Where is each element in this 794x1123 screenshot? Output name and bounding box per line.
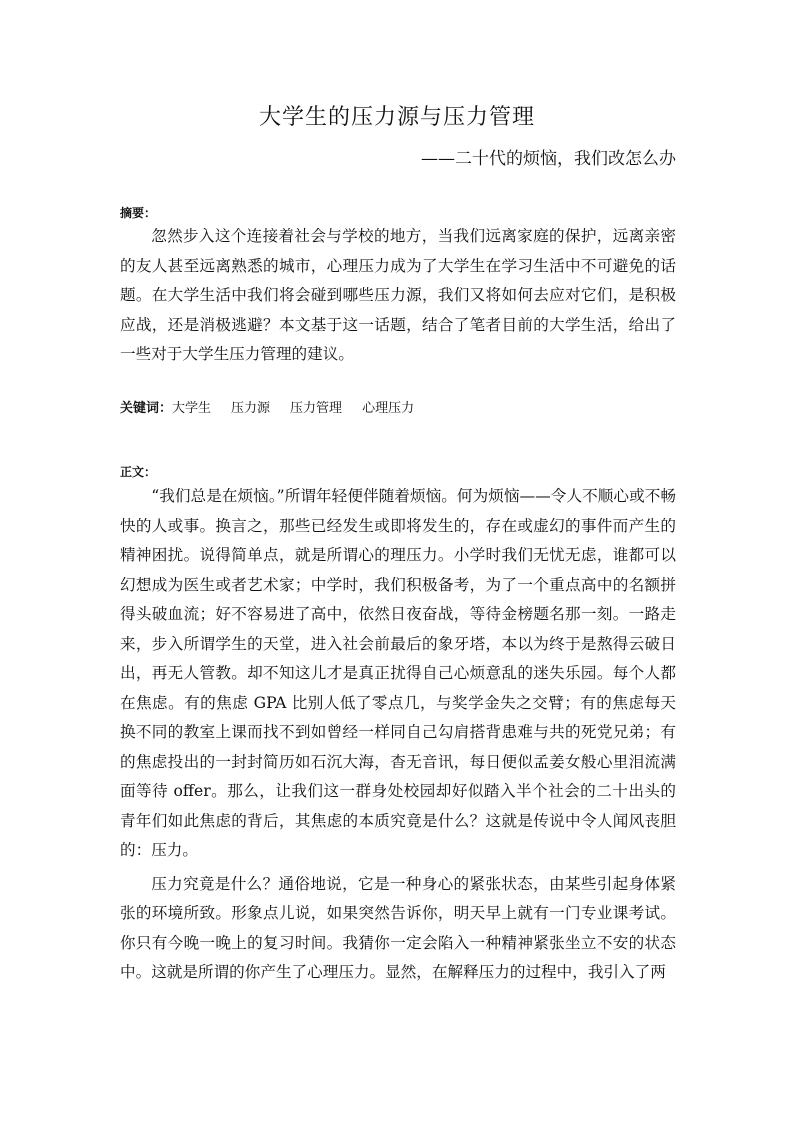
- body-paragraph: “我们总是在烦恼。”所谓年轻便伴随着烦恼。何为烦恼——令人不顺心或不畅快的人或事。换言之，那些已经发生或即将发生的，存在或虚幻的事件而产生的精神困扰。说得简单点，就是所谓心的理压力。小学时我们无忧无虑，谁都可以幻想成为医生或者艺术家；中学时，我们积极备考，为了一个重点高中的名额拼得头破血流；好不容易进了高中，依然日夜奋战，等待金榜题名那一刻。一路走来，步入所谓学生的天堂，进入社会前最后的象牙塔，本以为终于是熬得云破日出，再无人管教。却不知这儿才是真正扰得自己心烦意乱的迷失乐园。每个人都在焦虑。有的焦虑 GPA 比别人低了零点几，与奖学金失之交臂；有的焦虑每天换不同的教室上课而找不到如曾经一样同自己勾肩搭背患难与共的死党兄弟；有的焦虑投出的一封封简历如石沉大海，杳无音讯，每日便似孟姜女般心里泪流满面等待 offer。那么，让我们这一群身处校园却好似踏入半个社会的二十出头的青年们如此焦虑的背后，其焦虑的本质究竟是什么？这就是传说中令人闻风丧胆的：压力。: [120, 487, 676, 859]
- keyword-item: 大学生: [172, 401, 212, 416]
- keyword-item: 压力源: [231, 401, 271, 416]
- body-paragraph: 压力究竟是什么？通俗地说，它是一种身心的紧张状态，由某些引起身体紧张的环境所致。形象点儿说，如果突然告诉你，明天早上就有一门专业课考试。你只有今晚一晚上的复习时间。我猜你一定会陷入一种精神紧张坐立不安的状态中。这就是所谓的你产生了心理压力。显然，在解释压力的过程中，我引入了两: [120, 874, 676, 981]
- abstract-paragraph: 忽然步入这个连接着社会与学校的地方，当我们远离家庭的保护，远离亲密的友人甚至远离熟悉的城市，心理压力成为了大学生在学习生活中不可避免的话题。在大学生活中我们将会碰到哪些压力源，我们又将如何去应对它们，是积极应战，还是消极逃避？本文基于这一话题，结合了笔者目前的大学生活，给出了一些对于大学生压力管理的建议。: [120, 227, 676, 363]
- keywords-label: 关键词：: [120, 401, 173, 416]
- keywords-line: [120, 400, 434, 418]
- document-subtitle: ——二十代的烦恼，我们改怎么办: [421, 149, 676, 169]
- keyword-item: 心理压力: [362, 401, 415, 416]
- body-label: 正文：: [120, 465, 157, 479]
- body-text-block: [120, 482, 676, 988]
- abstract-text-block: [120, 222, 676, 370]
- document-title: 大学生的压力源与压力管理: [258, 105, 535, 130]
- abstract-label: 摘要：: [120, 206, 157, 220]
- keyword-item: 压力管理: [290, 401, 343, 416]
